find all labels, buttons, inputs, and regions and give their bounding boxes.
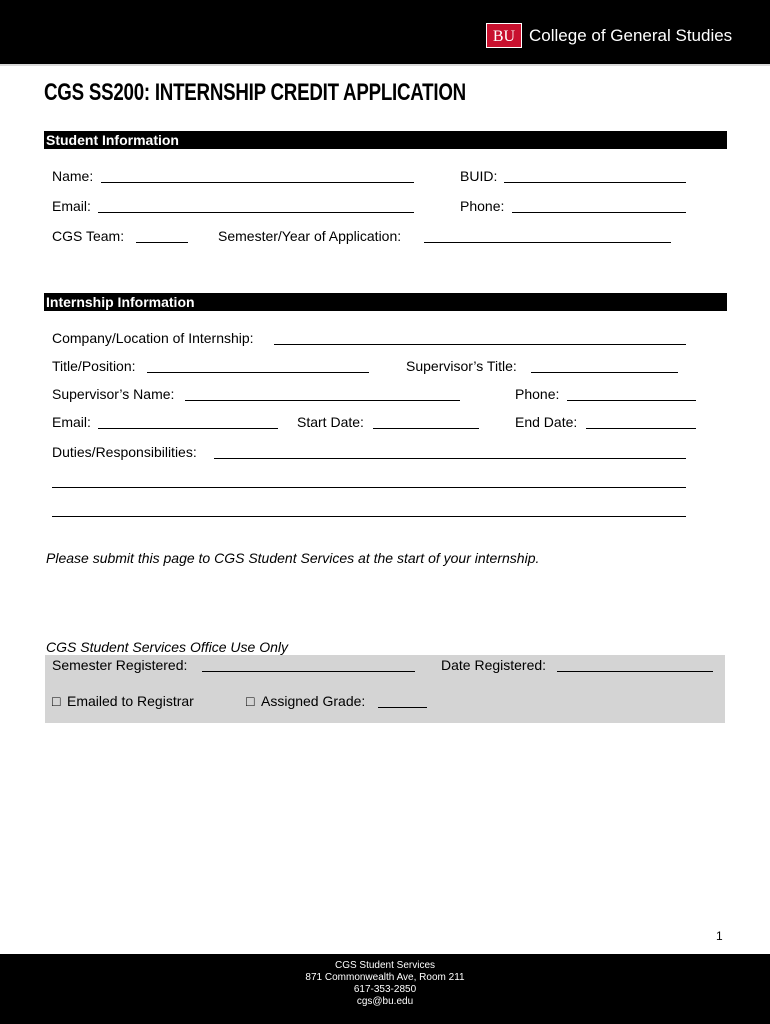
page-title: CGS SS200: INTERNSHIP CREDIT APPLICATION <box>44 79 466 106</box>
college-name: College of General Studies <box>529 26 733 45</box>
end-date-label: End Date: <box>515 414 578 430</box>
name-field[interactable] <box>101 182 414 183</box>
header-bar <box>0 0 770 64</box>
emailed-registrar-label: Emailed to Registrar <box>67 693 194 709</box>
header-divider <box>0 64 770 66</box>
semester-year-field[interactable] <box>424 242 671 243</box>
supervisor-phone-field[interactable] <box>567 400 696 401</box>
phone-field[interactable] <box>512 212 686 213</box>
email-label: Email: <box>52 198 91 214</box>
semester-registered-label: Semester Registered: <box>52 657 188 673</box>
email-field[interactable] <box>98 212 414 213</box>
cgs-team-label: CGS Team: <box>52 228 125 244</box>
footer-office-name: CGS Student Services <box>334 960 436 971</box>
company-location-field[interactable] <box>274 344 686 345</box>
supervisor-name-field[interactable] <box>185 400 460 401</box>
supervisor-title-label: Supervisor’s Title: <box>406 358 517 374</box>
footer-bar <box>0 954 770 1024</box>
phone-label: Phone: <box>460 198 505 214</box>
start-date-label: Start Date: <box>297 414 364 430</box>
internship-info-heading: Internship Information <box>44 293 727 311</box>
buid-label: BUID: <box>460 168 498 184</box>
supervisor-phone-label: Phone: <box>515 386 560 402</box>
assigned-grade-label: Assigned Grade: <box>261 693 366 709</box>
bu-logo: BU <box>486 23 522 48</box>
office-use-heading: CGS Student Services Office Use Only <box>46 639 288 655</box>
title-position-field[interactable] <box>147 372 369 373</box>
emailed-checkbox[interactable]: □ <box>52 693 61 709</box>
duties-field-line-3[interactable] <box>52 516 686 517</box>
footer-email: cgs@bu.edu <box>356 996 414 1007</box>
footer-address: 871 Commonwealth Ave, Room 211 <box>305 972 465 983</box>
supervisor-email-field[interactable] <box>98 428 278 429</box>
company-location-label: Company/Location of Internship: <box>52 330 254 346</box>
footer-phone: 617-353-2850 <box>353 984 417 995</box>
semester-year-label: Semester/Year of Application: <box>218 228 402 244</box>
duties-field-line-2[interactable] <box>52 487 686 488</box>
page-number: 1 <box>716 929 723 943</box>
assigned-grade-checkbox[interactable]: □ <box>246 693 255 709</box>
buid-field[interactable] <box>504 182 686 183</box>
submission-instruction: Please submit this page to CGS Student Services at the start of your internship. <box>46 550 540 566</box>
duties-field-line-1[interactable] <box>214 458 686 459</box>
date-registered-label: Date Registered: <box>441 657 547 673</box>
title-position-label: Title/Position: <box>52 358 136 374</box>
name-label: Name: <box>52 168 94 184</box>
semester-registered-field[interactable] <box>202 671 415 672</box>
assigned-grade-field[interactable] <box>378 707 427 708</box>
student-info-heading: Student Information <box>44 131 727 149</box>
cgs-team-field[interactable] <box>136 242 188 243</box>
duties-label: Duties/Responsibilities: <box>52 444 197 460</box>
start-date-field[interactable] <box>373 428 479 429</box>
date-registered-field[interactable] <box>557 671 713 672</box>
supervisor-email-label: Email: <box>52 414 91 430</box>
supervisor-title-field[interactable] <box>531 372 678 373</box>
supervisor-name-label: Supervisor’s Name: <box>52 386 175 402</box>
end-date-field[interactable] <box>586 428 696 429</box>
